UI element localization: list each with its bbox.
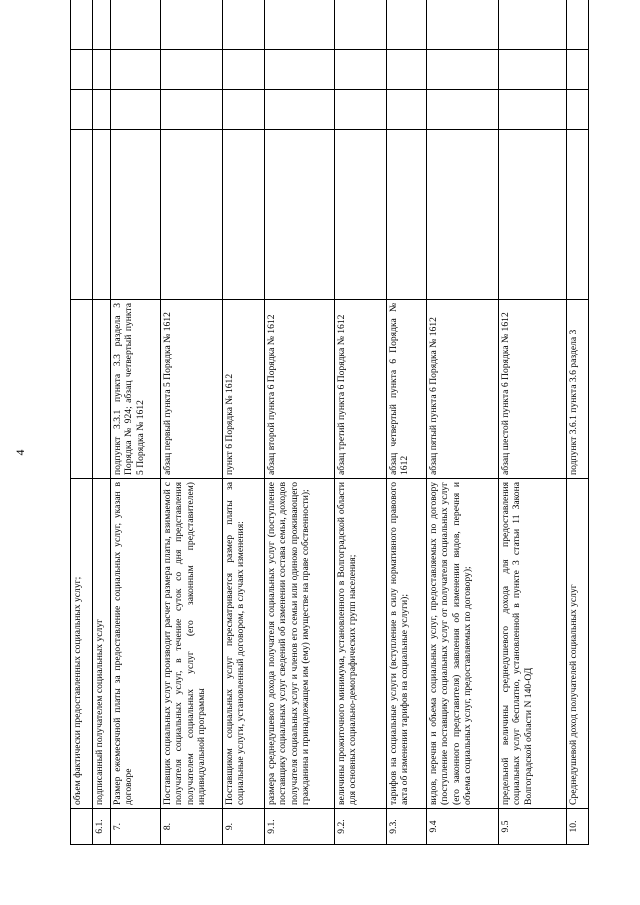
empty-cell [427, 130, 499, 300]
requirement-description-cell: Среднедушевой доход получателей социальных услуг [567, 479, 589, 809]
empty-cell [265, 90, 335, 130]
requirement-description-cell: предельной величины среднедушевого дохода для предоставления социальных услуг бесплатно, установленной в пункте 3 статьи 11 Закона Волгоградской области N 140-ОД [499, 479, 567, 809]
empty-cell [161, 90, 223, 130]
row-number-cell: 9.4 [427, 809, 499, 845]
empty-cell [387, 0, 427, 50]
page-number: 4 [13, 449, 27, 456]
empty-cell [567, 130, 589, 300]
legal-reference-cell [71, 300, 93, 479]
empty-cell [387, 90, 427, 130]
empty-cell [71, 130, 93, 300]
table-row [223, 0, 265, 845]
empty-cell [335, 90, 387, 130]
legal-reference-cell: абзац третий пункта 6 Порядка № 1612 [335, 300, 387, 479]
legal-reference-cell [93, 300, 111, 479]
legal-reference-cell: подпункт 3.6.1 пункта 3.6 раздела 3 [567, 300, 589, 479]
empty-cell [161, 0, 223, 50]
empty-cell [223, 130, 265, 300]
requirement-description-cell: объем фактически предоставленных социальных услуг; [71, 479, 93, 809]
empty-cell [387, 130, 427, 300]
requirement-description-cell: тарифов на социальные услуги (вступление в силу нормативного правового акта об изменении тарифов на социальные услуги); [387, 479, 427, 809]
requirement-description-cell: подписанный получателем социальных услуг [93, 479, 111, 809]
row-number-cell: 9.2. [335, 809, 387, 845]
legal-reference-cell: абзац второй пункта 6 Порядка № 1612 [265, 300, 335, 479]
row-number-cell: 9.3. [387, 809, 427, 845]
legal-reference-cell: абзац пятый пункта 6 Порядка № 1612 [427, 300, 499, 479]
table-row [71, 0, 93, 845]
empty-cell [427, 50, 499, 90]
empty-cell [223, 50, 265, 90]
row-number-cell: 6.1. [93, 809, 111, 845]
requirement-description-cell: Поставщик социальных услуг производит расчет размера платы, взимаемой с получателя социальных услуг, в течение суток со дня представления получателем социальных услуг (его законным представителем) индивидуальной программы [161, 479, 223, 809]
table-row [427, 0, 499, 845]
table-row [93, 0, 111, 845]
empty-cell [335, 0, 387, 50]
table-row [335, 0, 387, 845]
empty-cell [161, 130, 223, 300]
empty-cell [335, 130, 387, 300]
empty-cell [111, 130, 161, 300]
empty-cell [93, 90, 111, 130]
empty-cell [387, 50, 427, 90]
legal-reference-cell: абзац четвертый пункта 6 Порядка № 1612 [387, 300, 427, 479]
legal-reference-cell: пункт 6 Порядка № 1612 [223, 300, 265, 479]
empty-cell [499, 50, 567, 90]
empty-cell [499, 0, 567, 50]
empty-cell [223, 0, 265, 50]
empty-cell [111, 50, 161, 90]
empty-cell [71, 50, 93, 90]
requirement-description-cell: видов, перечня и объема социальных услуг, предоставляемых по договору (поступление поставщику социальных услуг от получателя социальных услуг (его законного представителя) заявления об изменении видов, перечня и объема социальных услуг, предоставляемых по договору); [427, 479, 499, 809]
row-number-cell: 8. [161, 809, 223, 845]
empty-cell [427, 0, 499, 50]
table-body [71, 0, 589, 845]
empty-cell [265, 50, 335, 90]
row-number-cell: 9.1. [265, 809, 335, 845]
table-row [567, 0, 589, 845]
empty-cell [111, 90, 161, 130]
empty-cell [499, 130, 567, 300]
empty-cell [161, 50, 223, 90]
legal-reference-cell: абзац шестой пункта 6 Порядка № 1612 [499, 300, 567, 479]
empty-cell [71, 90, 93, 130]
empty-cell [499, 90, 567, 130]
legal-reference-cell: абзац первый пункта 5 Порядка № 1612 [161, 300, 223, 479]
row-number-cell: 9. [223, 809, 265, 845]
empty-cell [567, 50, 589, 90]
row-number-cell: 10. [567, 809, 589, 845]
empty-cell [93, 130, 111, 300]
row-number-cell: 9.5 [499, 809, 567, 845]
requirement-description-cell: размера среднедушевого дохода получателя социальных услуг (поступление поставщику социальных услуг сведений об изменении состава семьи, доходов получателя социальных услуг и членов его семьи или одиноко проживающего гражданина и принадлежащем им (ему) имуществе на праве собственности); [265, 479, 335, 809]
table-row [265, 0, 335, 845]
empty-cell [567, 90, 589, 130]
row-number-cell: 7. [111, 809, 161, 845]
empty-cell [265, 0, 335, 50]
empty-cell [111, 0, 161, 50]
table-row [387, 0, 427, 845]
empty-cell [93, 50, 111, 90]
legal-reference-cell: подпункт 3.3.1 пункта 3.3 раздела 3 Порядка № 924; абзац четвертый пункта 5 Порядка № 1612 [111, 300, 161, 479]
requirement-description-cell: величины прожиточного минимума, установленного в Волгоградской области для основных социально-демографических групп населения; [335, 479, 387, 809]
regulation-table [70, 0, 589, 845]
table-row [111, 0, 161, 845]
row-number-cell [71, 809, 93, 845]
empty-cell [335, 50, 387, 90]
empty-cell [567, 0, 589, 50]
table-row [499, 0, 567, 845]
requirement-description-cell: Поставщиком социальных услуг пересматривается размер платы за социальные услуги, установленный договором, в случаях изменения: [223, 479, 265, 809]
empty-cell [427, 90, 499, 130]
requirement-description-cell: Размер ежемесячной платы за предоставление социальных услуг, указан в договоре [111, 479, 161, 809]
empty-cell [265, 130, 335, 300]
empty-cell [71, 0, 93, 50]
empty-cell [223, 90, 265, 130]
table-row [161, 0, 223, 845]
empty-cell [93, 0, 111, 50]
